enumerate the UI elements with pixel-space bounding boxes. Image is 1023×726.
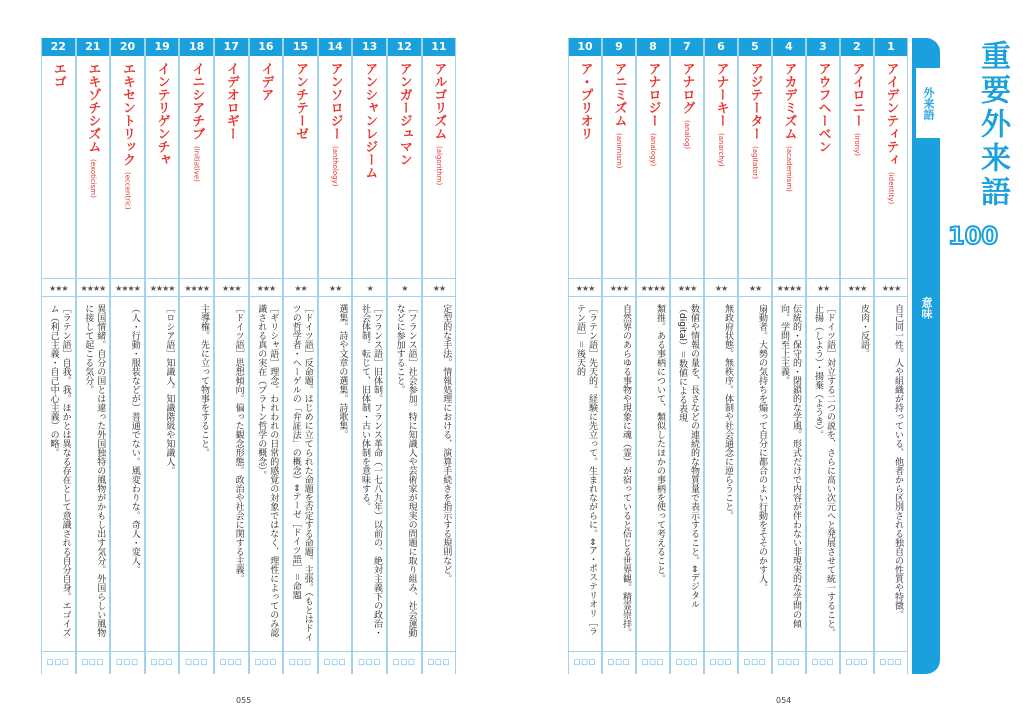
page-number-left: 055 [236,696,252,705]
importance-stars: ★★★ [256,284,276,293]
entry-term-wrap [319,62,352,272]
entry-term-english: (algorithm) [434,146,443,186]
checkboxes[interactable]: □□□ [46,658,70,666]
divider [841,651,873,652]
entry-term-wrap [569,62,601,272]
entry-column [145,38,180,674]
divider [569,651,601,652]
importance-stars: ★★★ [881,284,901,293]
entry-term-english: (anthology) [331,146,340,187]
entry-column [110,38,145,674]
entry-meaning: ［フランス語］旧体制。フランス革命（一七八九年）以前の、絶対主義下の政治・社会体制。転じて、旧体制・古い体制を意味する。 [359,304,382,637]
entry-term-wrap [353,62,386,272]
entry-term: エキゾチシズム [85,62,101,153]
entry-term-wrap [284,62,317,272]
checkboxes[interactable]: □□□ [573,658,597,666]
divider [773,278,805,279]
importance-stars: ★★★ [575,284,595,293]
divider [705,296,737,297]
entry-number: 10 [569,38,601,56]
entry-number: 15 [284,38,317,56]
importance-stars: ★★★ [222,284,241,293]
importance-stars: ★★★★ [640,284,666,293]
importance-stars: ★★ [748,284,762,293]
entry-term-wrap [215,62,248,272]
entry-term-english: (identity) [887,172,895,205]
entry-term: アイロニー [849,62,865,127]
divider [603,278,635,279]
entry-number: 14 [319,38,352,56]
entry-term-wrap [180,62,213,272]
divider [284,278,317,279]
entry-column [179,38,214,674]
entry-number: 9 [603,38,635,56]
divider [146,296,179,297]
importance-stars: ★★ [714,284,728,293]
checkboxes[interactable]: □□□ [777,658,801,666]
importance-stars: ★★★ [609,284,629,293]
entry-term-english: (animism) [615,133,623,169]
tab-meaning: 意味 [920,297,933,319]
entry-term-wrap [671,62,703,272]
entry-column [249,38,284,674]
checkboxes[interactable]: □□□ [879,658,903,666]
entry-meaning: （人・行動・服装などが）普通でない。風変わりな。奇人・変人。 [129,304,140,574]
entry-term-wrap [250,62,283,272]
entry-term: アカデミズム [781,62,797,140]
checkboxes[interactable]: □□□ [150,658,174,666]
divider [773,651,805,652]
entry-term-wrap [807,62,839,272]
importance-stars: ★★ [816,284,830,293]
title-count: 100 [948,222,999,250]
divider [77,651,110,652]
entry-meaning: 扇動者。大勢の気持ちを煽って自分に都合のよい行動をそそのかす人。 [757,304,767,592]
entry-column [738,38,772,674]
entry-meaning: 異国情緒。自分の国とは違った外国独特の風物がかもし出す気分。外国らしい風物に接して起こる気分。 [83,304,106,637]
entry-term: アンチテーゼ [292,62,308,140]
divider [739,651,771,652]
entry-meaning: ［ドイツ語］反命題。はじめに立てられた命題を否定する命題。主張。（もとはドイツの哲学者・ヘーゲルの「弁証法」の概念）⇔テーゼ［ドイツ語］＝命題 [290,304,313,642]
importance-stars: ★ [401,284,408,293]
divider [875,651,907,652]
checkboxes[interactable]: □□□ [845,658,869,666]
page-number-right: 054 [776,696,792,705]
entry-number: 11 [423,38,456,56]
entry-meaning: 定型的な手法。情報処理における、演算手続きを指示する規則など。 [441,304,452,583]
entry-column [214,38,249,674]
entry-number: 19 [146,38,179,56]
entry-column [602,38,636,674]
entry-term: アイデンティティ [883,62,899,166]
entry-meaning: 数値や情報の量を、長さなどの連続的な物質量で表示すること。⇔デジタル（digital）＝数値による表現 [677,304,699,609]
divider [807,296,839,297]
entry-meaning: ［ドイツ語］対立する二つの説を、さらに高い次元へと発展させて統一すること。止揚（しよう）・揚棄（ようき）。 [813,304,835,637]
entry-term: アンガージュマン [396,62,412,166]
entry-column [772,38,806,674]
entry-term-english: (initiative) [192,146,201,182]
entry-column [636,38,670,674]
checkboxes[interactable]: □□□ [289,658,312,666]
title-sidebar [912,38,940,674]
entry-meaning: ［ラテン語］自我。我。ほかとは異なる存在として意識される自分自身。エゴイズム（利己主義・自己中心主義）の略。 [48,304,71,637]
divider [671,296,703,297]
checkboxes[interactable]: □□□ [675,658,699,666]
entry-meaning: 選集。詩や文章の選集。詩歌集。 [337,304,348,439]
divider [423,651,456,652]
checkboxes[interactable]: □□□ [811,658,835,666]
importance-stars: ★★★★ [149,284,175,293]
divider [569,278,601,279]
divider [705,651,737,652]
checkboxes[interactable]: □□□ [81,658,105,666]
entry-column [283,38,318,674]
importance-stars: ★ [366,284,373,293]
entry-term: イデア [258,62,274,101]
entry-meaning: 自己同一性。人や組織が持っている、他者から区別される独自の性質や特徴。 [893,304,903,619]
divider [353,296,386,297]
divider [111,278,144,279]
entry-column [352,38,387,674]
divider [773,296,805,297]
entry-term: イニシアチブ [189,62,205,140]
entry-meaning: ［ロシア語］知識人。知識階級や知識人。 [164,304,175,475]
divider [353,278,386,279]
left-page [41,38,457,674]
entry-column [840,38,874,674]
entry-column [41,38,76,674]
entry-term: アルゴリズム [431,62,447,140]
checkboxes[interactable]: □□□ [641,658,665,666]
entry-term: アナロジー [645,62,661,127]
entry-number: 5 [739,38,771,56]
importance-stars: ★★★ [677,284,697,293]
entry-term-wrap [423,62,456,272]
entry-meaning: 主導権。先に立って物事をすること。 [198,304,209,457]
entry-term: インテリゲンチャ [154,62,170,166]
entry-number: 16 [250,38,283,56]
entry-term-english: (irony) [853,133,861,156]
entry-number: 4 [773,38,805,56]
entry-number: 3 [807,38,839,56]
entry-number: 22 [42,38,75,56]
divider [603,296,635,297]
entry-term-wrap [146,62,179,272]
checkboxes[interactable]: □□□ [254,658,278,666]
checkboxes[interactable]: □□□ [392,658,416,666]
entry-term-wrap [42,62,75,272]
importance-stars: ★★ [328,284,342,293]
entry-term: イデオロギー [223,62,239,140]
entry-column [704,38,738,674]
divider [807,278,839,279]
checkboxes[interactable]: □□□ [116,658,139,666]
divider [388,296,421,297]
divider [637,278,669,279]
divider [250,278,283,279]
divider [111,296,144,297]
entry-term-wrap [705,62,737,272]
checkboxes[interactable]: □□□ [427,658,451,666]
divider [705,278,737,279]
divider [875,296,907,297]
entry-term-english: (eccentric) [123,172,132,210]
divider [284,296,317,297]
checkboxes[interactable]: □□□ [607,658,631,666]
entry-column [806,38,840,674]
divider [319,651,352,652]
divider [353,651,386,652]
divider [603,651,635,652]
entry-number: 8 [637,38,669,56]
checkboxes[interactable]: □□□ [709,658,733,666]
entry-column [387,38,422,674]
entry-term-wrap [841,62,873,272]
divider [671,278,703,279]
divider [250,296,283,297]
divider [875,278,907,279]
divider [423,296,456,297]
page-title: 重要外来語 [975,40,1010,210]
entry-number: 1 [875,38,907,56]
entry-term-wrap [111,62,144,272]
entry-term-english: (anarchy) [717,133,725,167]
entry-meaning: 皮肉・反語。 [859,304,869,358]
divider [77,278,110,279]
entry-column [76,38,111,674]
entry-meaning: 自然界のあらゆる事物や現象に魂（霊）が宿っていると信じる世界観。精霊崇拝。 [621,304,631,637]
entry-term-english: (agitator) [751,146,759,180]
checkboxes[interactable]: □□□ [743,658,767,666]
divider [388,278,421,279]
divider [637,651,669,652]
divider [841,278,873,279]
entry-term: エゴ [50,62,66,88]
entry-term: ア・プリオリ [577,62,593,140]
checkboxes[interactable]: □□□ [185,658,209,666]
divider [42,278,75,279]
divider [671,651,703,652]
divider [146,651,179,652]
entry-column [874,38,908,674]
checkboxes[interactable]: □□□ [358,658,382,666]
divider [319,296,352,297]
divider [215,278,248,279]
divider [739,278,771,279]
divider [807,651,839,652]
divider [77,296,110,297]
divider [180,651,213,652]
entry-term: アナログ [679,62,695,114]
importance-stars: ★★ [294,284,307,293]
divider [637,296,669,297]
checkboxes[interactable]: □□□ [323,658,347,666]
entry-number: 13 [353,38,386,56]
entry-meaning: 類推。ある事柄について、類似したほかの事柄を使って考えること。 [655,304,665,583]
importance-stars: ★★★★ [776,284,802,293]
divider [215,651,248,652]
checkboxes[interactable]: □□□ [219,658,243,666]
entry-meaning: ［ラテン語］先天的。経験に先立って。生まれながらに。⇔ア・ポステリオリ［ラテン語］＝後天的 [575,304,597,636]
entry-term-wrap [388,62,421,272]
importance-stars: ★★★★ [115,284,140,293]
right-page [568,38,908,674]
divider [739,296,771,297]
entry-term: アウフヘーベン [815,62,831,153]
entry-number: 12 [388,38,421,56]
entry-term-wrap [773,62,805,272]
entry-meaning: 伝統的・保守的・閉鎖的な学風。形式だけで内容が伴わない非現実的な学問の傾向。学問至上主義。 [779,304,801,628]
entry-term: エキセントリック [119,62,135,166]
entry-term-english: (analogy) [649,133,657,167]
entry-term-english: (academism) [785,146,793,192]
divider [388,651,421,652]
divider [215,296,248,297]
entry-meaning: 無政府状態。無秩序。体制や社会通念に逆らうこと。 [723,304,733,520]
importance-stars: ★★★ [847,284,867,293]
entry-term-wrap [739,62,771,272]
entry-term-english: (exoticism) [88,159,97,198]
entry-number: 2 [841,38,873,56]
entry-column [318,38,353,674]
entry-number: 17 [215,38,248,56]
entry-number: 21 [77,38,110,56]
tab-terms: 外来語 [916,68,940,138]
divider [42,651,75,652]
entry-term: アニミズム [611,62,627,127]
entry-number: 20 [111,38,144,56]
importance-stars: ★★★ [49,284,68,293]
entry-column [670,38,704,674]
entry-term-english: (analog) [683,120,691,150]
divider [111,651,144,652]
divider [569,296,601,297]
importance-stars: ★★★★ [80,284,106,293]
divider [423,278,456,279]
entry-term-wrap [875,62,907,272]
entry-term: アンシャンレジーム [362,62,378,179]
entry-term: アナーキー [713,62,729,127]
divider [180,296,213,297]
divider [146,278,179,279]
entry-number: 7 [671,38,703,56]
entry-term: アンソロジー [327,62,343,140]
divider [250,651,283,652]
entry-term: アジテーター [747,62,763,140]
divider [319,278,352,279]
importance-stars: ★★ [432,284,446,293]
entry-meaning: ［フランス語］社会参加。特に知識人や芸術家が現実の問題に取り組み、社会運動などに参加すること。 [394,304,417,637]
divider [841,296,873,297]
entry-term-wrap [637,62,669,272]
divider [284,651,317,652]
entry-term-wrap [77,62,110,272]
entry-term-wrap [603,62,635,272]
divider [180,278,213,279]
entry-number: 6 [705,38,737,56]
entry-meaning: ［ドイツ語］思想傾向。偏った観念形態。政治や社会に関する主義。 [233,304,244,583]
importance-stars: ★★★★ [184,284,210,293]
divider [42,296,75,297]
entry-column [568,38,602,674]
entry-number: 18 [180,38,213,56]
entry-column [422,38,457,674]
entry-meaning: ［ギリシャ語］理念。われわれの日常的感覚の対象ではなく、理性によってのみ認識される真の実在（プラトン哲学の概念）。 [256,304,279,637]
